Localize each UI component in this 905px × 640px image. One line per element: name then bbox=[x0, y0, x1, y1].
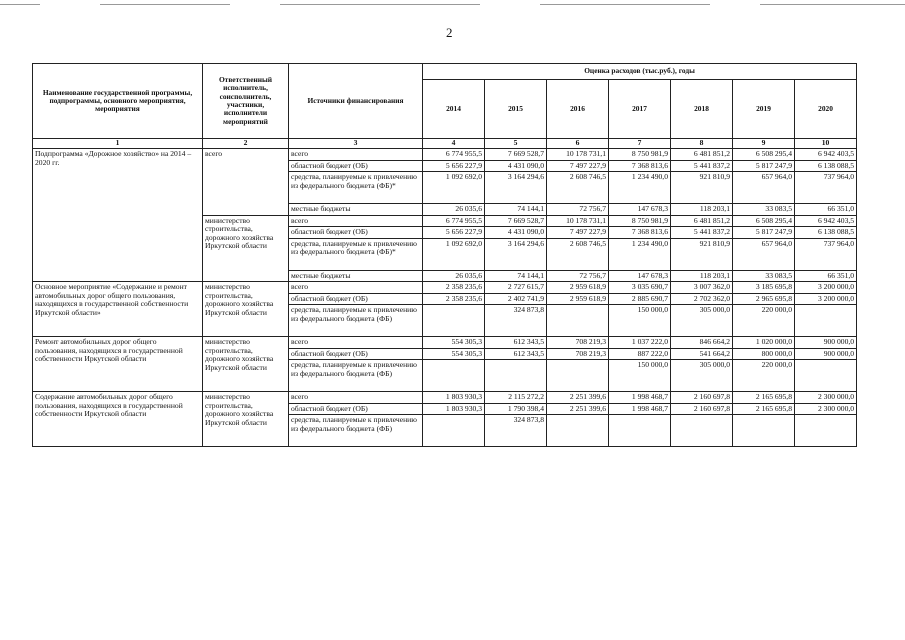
value-cell: 1 092 692,0 bbox=[423, 238, 485, 270]
value-cell: 5 656 227,9 bbox=[423, 227, 485, 239]
column-index-row bbox=[33, 139, 857, 149]
value-cell: 6 138 088,5 bbox=[795, 227, 857, 239]
funding-source-cell: средства, планируемые к привлечению из федерального бюджета (ФБ)* bbox=[289, 172, 423, 204]
header-year: 2014 bbox=[423, 80, 485, 139]
header-year: 2020 bbox=[795, 80, 857, 139]
table-body bbox=[33, 149, 857, 447]
value-cell: 2 358 235,6 bbox=[423, 293, 485, 305]
value-cell: 7 669 528,7 bbox=[485, 215, 547, 227]
column-index: 7 bbox=[609, 139, 671, 149]
header-name: Наименование государственной программы, подпрограммы, основного мероприятия, мероприятия bbox=[33, 64, 203, 139]
value-cell: 8 750 981,9 bbox=[609, 215, 671, 227]
value-cell: 6 774 955,5 bbox=[423, 215, 485, 227]
value-cell: 708 219,3 bbox=[547, 348, 609, 360]
funding-source-cell: всего bbox=[289, 215, 423, 227]
executor-cell: министерство строительства, дорожного хозяйства Иркутской области bbox=[203, 282, 289, 337]
header-executor: Ответственный исполнитель, соисполнитель, участники, исполнители мероприятий bbox=[203, 64, 289, 139]
value-cell: 1 234 490,0 bbox=[609, 172, 671, 204]
value-cell: 1 092 692,0 bbox=[423, 172, 485, 204]
value-cell: 612 343,5 bbox=[485, 337, 547, 349]
value-cell: 72 756,7 bbox=[547, 270, 609, 282]
value-cell: 554 305,3 bbox=[423, 337, 485, 349]
value-cell: 6 481 851,2 bbox=[671, 215, 733, 227]
value-cell: 2 402 741,9 bbox=[485, 293, 547, 305]
value-cell: 708 219,3 bbox=[547, 337, 609, 349]
value-cell: 3 007 362,0 bbox=[671, 282, 733, 294]
value-cell: 1 234 490,0 bbox=[609, 238, 671, 270]
value-cell: 921 810,9 bbox=[671, 172, 733, 204]
header-year: 2019 bbox=[733, 80, 795, 139]
value-cell bbox=[547, 305, 609, 337]
column-index: 2 bbox=[203, 139, 289, 149]
value-cell: 6 508 295,4 bbox=[733, 149, 795, 161]
table-row bbox=[33, 337, 857, 349]
funding-source-cell: областной бюджет (ОБ) bbox=[289, 293, 423, 305]
value-cell: 2 727 615,7 bbox=[485, 282, 547, 294]
value-cell: 3 200 000,0 bbox=[795, 293, 857, 305]
value-cell bbox=[733, 415, 795, 447]
value-cell: 2 300 000,0 bbox=[795, 403, 857, 415]
program-name-cell: Ремонт автомобильных дорог общего пользования, находящихся в государственной собственности Иркутской области bbox=[33, 337, 203, 392]
executor-cell: министерство строительства, дорожного хозяйства Иркутской области bbox=[203, 215, 289, 282]
value-cell: 5 817 247,9 bbox=[733, 227, 795, 239]
value-cell: 1 803 930,3 bbox=[423, 403, 485, 415]
column-index: 5 bbox=[485, 139, 547, 149]
value-cell: 324 873,8 bbox=[485, 305, 547, 337]
value-cell: 5 817 247,9 bbox=[733, 160, 795, 172]
value-cell bbox=[795, 415, 857, 447]
value-cell bbox=[547, 415, 609, 447]
value-cell: 900 000,0 bbox=[795, 348, 857, 360]
value-cell: 846 664,2 bbox=[671, 337, 733, 349]
value-cell: 2 160 697,8 bbox=[671, 403, 733, 415]
column-index: 10 bbox=[795, 139, 857, 149]
value-cell: 2 251 399,6 bbox=[547, 392, 609, 404]
value-cell: 3 035 690,7 bbox=[609, 282, 671, 294]
value-cell: 1 803 930,3 bbox=[423, 392, 485, 404]
column-index: 8 bbox=[671, 139, 733, 149]
value-cell: 1 790 398,4 bbox=[485, 403, 547, 415]
funding-source-cell: местные бюджеты bbox=[289, 270, 423, 282]
table-row bbox=[33, 149, 857, 161]
program-name-cell: Содержание автомобильных дорог общего пользования, находящихся в государственной собственности Иркутской области bbox=[33, 392, 203, 447]
page-number: 2 bbox=[446, 25, 453, 40]
value-cell: 800 000,0 bbox=[733, 348, 795, 360]
executor-cell: министерство строительства, дорожного хозяйства Иркутской области bbox=[203, 392, 289, 447]
header-year: 2017 bbox=[609, 80, 671, 139]
value-cell: 7 497 227,9 bbox=[547, 227, 609, 239]
value-cell: 26 035,6 bbox=[423, 204, 485, 216]
value-cell: 6 774 955,5 bbox=[423, 149, 485, 161]
value-cell: 6 942 403,5 bbox=[795, 215, 857, 227]
expenditure-table bbox=[32, 63, 857, 447]
value-cell: 66 351,0 bbox=[795, 270, 857, 282]
value-cell: 2 165 695,8 bbox=[733, 403, 795, 415]
funding-source-cell: областной бюджет (ОБ) bbox=[289, 348, 423, 360]
value-cell: 26 035,6 bbox=[423, 270, 485, 282]
value-cell: 612 343,5 bbox=[485, 348, 547, 360]
value-cell: 324 873,8 bbox=[485, 415, 547, 447]
column-index: 9 bbox=[733, 139, 795, 149]
value-cell: 33 083,5 bbox=[733, 204, 795, 216]
value-cell bbox=[547, 360, 609, 392]
value-cell: 118 203,1 bbox=[671, 204, 733, 216]
value-cell: 3 185 695,8 bbox=[733, 282, 795, 294]
column-index: 1 bbox=[33, 139, 203, 149]
value-cell: 1 037 222,0 bbox=[609, 337, 671, 349]
value-cell: 5 441 837,2 bbox=[671, 160, 733, 172]
value-cell: 10 178 731,1 bbox=[547, 149, 609, 161]
value-cell: 2 702 362,0 bbox=[671, 293, 733, 305]
value-cell bbox=[795, 360, 857, 392]
value-cell: 66 351,0 bbox=[795, 204, 857, 216]
funding-source-cell: средства, планируемые к привлечению из федерального бюджета (ФБ) bbox=[289, 415, 423, 447]
funding-source-cell: всего bbox=[289, 392, 423, 404]
header-source: Источники финансирования bbox=[289, 64, 423, 139]
value-cell: 6 508 295,4 bbox=[733, 215, 795, 227]
value-cell bbox=[423, 415, 485, 447]
value-cell: 6 481 851,2 bbox=[671, 149, 733, 161]
funding-source-cell: средства, планируемые к привлечению из федерального бюджета (ФБ) bbox=[289, 360, 423, 392]
value-cell: 1 020 000,0 bbox=[733, 337, 795, 349]
value-cell: 541 664,2 bbox=[671, 348, 733, 360]
value-cell: 74 144,1 bbox=[485, 270, 547, 282]
table-row bbox=[33, 392, 857, 404]
value-cell: 8 750 981,9 bbox=[609, 149, 671, 161]
header-year: 2015 bbox=[485, 80, 547, 139]
value-cell bbox=[609, 415, 671, 447]
column-index: 3 bbox=[289, 139, 423, 149]
value-cell: 2 300 000,0 bbox=[795, 392, 857, 404]
value-cell: 6 942 403,5 bbox=[795, 149, 857, 161]
value-cell: 147 678,3 bbox=[609, 204, 671, 216]
value-cell bbox=[423, 305, 485, 337]
funding-source-cell: областной бюджет (ОБ) bbox=[289, 227, 423, 239]
funding-source-cell: средства, планируемые к привлечению из федерального бюджета (ФБ)* bbox=[289, 238, 423, 270]
value-cell: 2 959 618,9 bbox=[547, 293, 609, 305]
value-cell: 74 144,1 bbox=[485, 204, 547, 216]
value-cell bbox=[485, 360, 547, 392]
value-cell: 3 164 294,6 bbox=[485, 238, 547, 270]
value-cell: 7 368 813,6 bbox=[609, 227, 671, 239]
funding-source-cell: всего bbox=[289, 337, 423, 349]
column-index: 4 bbox=[423, 139, 485, 149]
value-cell bbox=[671, 415, 733, 447]
column-index: 6 bbox=[547, 139, 609, 149]
header-row-1 bbox=[33, 64, 857, 80]
value-cell: 900 000,0 bbox=[795, 337, 857, 349]
value-cell: 6 138 088,5 bbox=[795, 160, 857, 172]
funding-source-cell: областной бюджет (ОБ) bbox=[289, 160, 423, 172]
value-cell bbox=[423, 360, 485, 392]
value-cell: 2 115 272,2 bbox=[485, 392, 547, 404]
value-cell: 657 964,0 bbox=[733, 238, 795, 270]
value-cell: 1 998 468,7 bbox=[609, 392, 671, 404]
value-cell: 33 083,5 bbox=[733, 270, 795, 282]
value-cell: 2 885 690,7 bbox=[609, 293, 671, 305]
funding-source-cell: средства, планируемые к привлечению из федерального бюджета (ФБ) bbox=[289, 305, 423, 337]
value-cell: 305 000,0 bbox=[671, 305, 733, 337]
funding-source-cell: всего bbox=[289, 282, 423, 294]
value-cell: 150 000,0 bbox=[609, 360, 671, 392]
header-year: 2016 bbox=[547, 80, 609, 139]
value-cell bbox=[795, 305, 857, 337]
value-cell: 7 669 528,7 bbox=[485, 149, 547, 161]
value-cell: 305 000,0 bbox=[671, 360, 733, 392]
value-cell: 147 678,3 bbox=[609, 270, 671, 282]
value-cell: 3 200 000,0 bbox=[795, 282, 857, 294]
value-cell: 2 608 746,5 bbox=[547, 172, 609, 204]
funding-source-cell: областной бюджет (ОБ) bbox=[289, 403, 423, 415]
funding-source-cell: местные бюджеты bbox=[289, 204, 423, 216]
value-cell: 2 160 697,8 bbox=[671, 392, 733, 404]
value-cell: 657 964,0 bbox=[733, 172, 795, 204]
program-name-cell: Основное мероприятие «Содержание и ремонт автомобильных дорог общего пользования, находящихся в государственной собственности Иркутской области» bbox=[33, 282, 203, 337]
value-cell: 220 000,0 bbox=[733, 305, 795, 337]
value-cell: 72 756,7 bbox=[547, 204, 609, 216]
value-cell: 4 431 090,0 bbox=[485, 227, 547, 239]
program-name-cell: Подпрограмма «Дорожное хозяйство» на 2014 – 2020 гг. bbox=[33, 149, 203, 282]
value-cell: 2 165 695,8 bbox=[733, 392, 795, 404]
value-cell: 737 964,0 bbox=[795, 172, 857, 204]
header-costs: Оценка расходов (тыс.руб.), годы bbox=[423, 64, 857, 80]
executor-cell: всего bbox=[203, 149, 289, 216]
value-cell: 3 164 294,6 bbox=[485, 172, 547, 204]
value-cell: 2 251 399,6 bbox=[547, 403, 609, 415]
value-cell: 2 965 695,8 bbox=[733, 293, 795, 305]
value-cell: 887 222,0 bbox=[609, 348, 671, 360]
value-cell: 2 358 235,6 bbox=[423, 282, 485, 294]
value-cell: 10 178 731,1 bbox=[547, 215, 609, 227]
value-cell: 2 959 618,9 bbox=[547, 282, 609, 294]
value-cell: 7 368 813,6 bbox=[609, 160, 671, 172]
value-cell: 150 000,0 bbox=[609, 305, 671, 337]
scan-top-edge bbox=[0, 4, 905, 5]
value-cell: 921 810,9 bbox=[671, 238, 733, 270]
value-cell: 7 497 227,9 bbox=[547, 160, 609, 172]
value-cell: 2 608 746,5 bbox=[547, 238, 609, 270]
table-row bbox=[33, 282, 857, 294]
value-cell: 5 441 837,2 bbox=[671, 227, 733, 239]
value-cell: 220 000,0 bbox=[733, 360, 795, 392]
header-year: 2018 bbox=[671, 80, 733, 139]
value-cell: 118 203,1 bbox=[671, 270, 733, 282]
value-cell: 1 998 468,7 bbox=[609, 403, 671, 415]
value-cell: 554 305,3 bbox=[423, 348, 485, 360]
value-cell: 4 431 090,0 bbox=[485, 160, 547, 172]
value-cell: 5 656 227,9 bbox=[423, 160, 485, 172]
executor-cell: министерство строительства, дорожного хозяйства Иркутской области bbox=[203, 337, 289, 392]
funding-source-cell: всего bbox=[289, 149, 423, 161]
value-cell: 737 964,0 bbox=[795, 238, 857, 270]
